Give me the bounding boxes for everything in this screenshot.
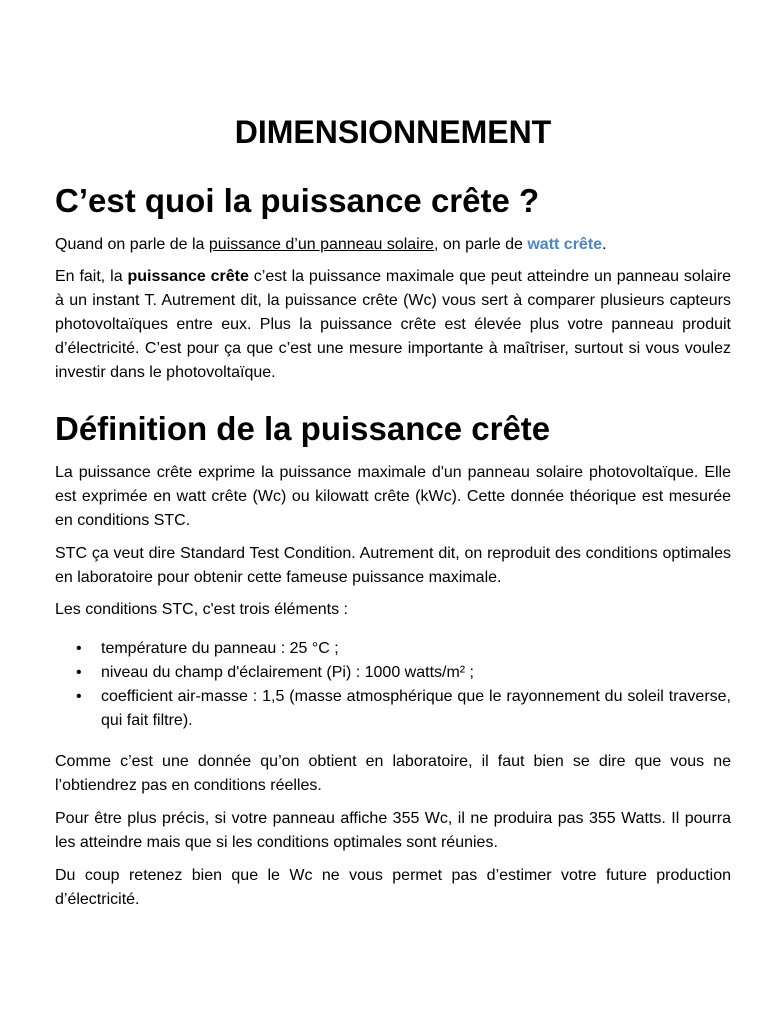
- paragraph-text: , on parle de: [433, 236, 528, 253]
- bullet-icon: •: [76, 640, 82, 657]
- bullet-icon: •: [76, 664, 82, 681]
- paragraph-conditions: Les conditions STC, c'est trois éléments :: [55, 601, 348, 618]
- paragraph-definition: La puissance crête exprime la puissance maximale d'un panneau solaire photovoltaïque. Elle est exprimée en watt crête (Wc) ou kilowatt crête (kWc). Cette donnée théorique est mesurée en conditions STC.: [55, 464, 731, 529]
- conditions-list: [55, 637, 731, 733]
- list-item: [55, 685, 731, 733]
- list-item-text: température du panneau : 25 °C ;: [101, 640, 339, 657]
- list-item: [55, 637, 731, 661]
- paragraph-text: En fait, la: [55, 268, 128, 285]
- paragraph-precision: Pour être plus précis, si votre panneau affiche 355 Wc, il ne produira pas 355 Watts. Il pourra les atteindre mais que si les conditions optimales sont réunies.: [55, 810, 731, 851]
- paragraph-stc: STC ça veut dire Standard Test Condition. Autrement dit, on reproduit des conditions optimales en laboratoire pour obtenir cette fameuse puissance maximale.: [55, 545, 731, 586]
- section-heading-definition: Définition de la puissance crête: [55, 410, 551, 447]
- list-item: [55, 661, 731, 685]
- paragraph-intro: [55, 233, 731, 257]
- highlight-watt-crete: watt crête: [527, 236, 603, 253]
- link-puissance-panneau[interactable]: puissance d’un panneau solaire: [208, 236, 434, 253]
- bold-puissance-crete: puissance crête: [127, 268, 249, 285]
- paragraph-text: c’est la puissance maximale que peut atteindre un panneau solaire à un instant T. Autrement dit, la puissance crête (Wc) vous sert à comparer plusieurs capteurs photovoltaïques entre eux. Plus la puissance crête est élevée plus votre panneau produit d’électricité. C’est pour ça que c’est une mesure importante à maîtriser, surtout si vous voulez investir dans le photovoltaïque.: [55, 268, 732, 381]
- paragraph-definition-intro: [55, 265, 731, 385]
- bullet-icon: •: [76, 688, 82, 705]
- section-heading-puissance-crete: C’est quoi la puissance crête ?: [55, 182, 540, 219]
- paragraph-laboratoire: Comme c’est une donnée qu’on obtient en laboratoire, il faut bien se dire que vous ne l’obtiendrez pas en conditions réelles.: [55, 753, 731, 794]
- paragraph-text: .: [602, 236, 607, 253]
- list-item-text: coefficient air-masse : 1,5 (masse atmosphérique que le rayonnement du soleil traverse, qui fait filtre).: [101, 688, 731, 729]
- list-item-text: niveau du champ d'éclairement (Pi) : 1000 watts/m² ;: [101, 664, 474, 681]
- paragraph-text: Quand on parle de la: [55, 236, 209, 253]
- paragraph-conclusion: Du coup retenez bien que le Wc ne vous permet pas d’estimer votre future production d’électricité.: [55, 867, 731, 908]
- document-title: DIMENSIONNEMENT: [234, 114, 552, 150]
